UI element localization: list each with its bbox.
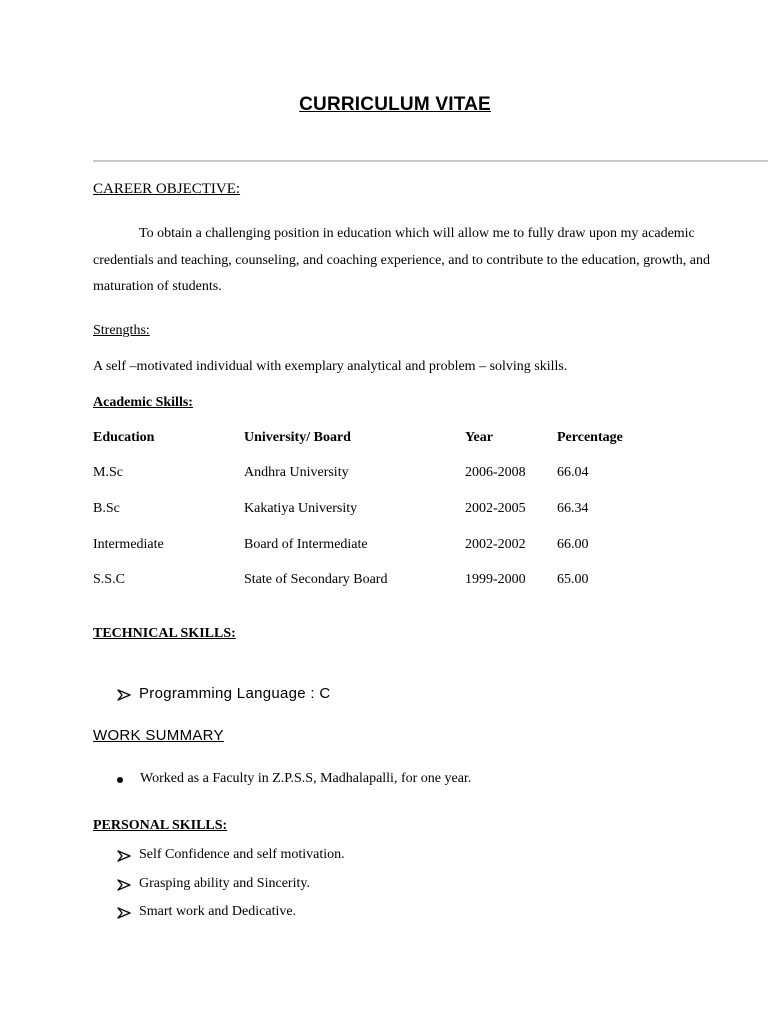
career-objective-heading: CAREER OBJECTIVE: [93, 181, 241, 197]
table-cell-education: Intermediate [93, 537, 164, 552]
table-cell-university: Kakatiya University [244, 501, 358, 516]
strengths-heading: Strengths: [93, 323, 150, 338]
arrow-bullet-icon [117, 907, 131, 919]
table-cell-education: B.Sc [93, 501, 120, 516]
personal-skill-item: Grasping ability and Sincerity. [139, 876, 310, 891]
table-cell-education: S.S.C [93, 572, 125, 587]
page-title: CURRICULUM VITAE [299, 94, 491, 115]
column-header-year: Year [465, 430, 493, 445]
table-cell-year: 1999-2000 [465, 572, 526, 587]
round-bullet-icon [117, 777, 123, 783]
technical-skill-item: Programming Language : C [139, 685, 331, 702]
arrow-bullet-icon [117, 689, 131, 701]
personal-skill-item: Self Confidence and self motivation. [139, 847, 345, 862]
column-header-education: Education [93, 430, 155, 445]
table-cell-percentage: 66.34 [557, 501, 589, 516]
column-header-percentage: Percentage [557, 430, 623, 445]
table-cell-year: 2002-2005 [465, 501, 526, 516]
table-cell-university: State of Secondary Board [244, 572, 388, 587]
career-objective-text: To obtain a challenging position in education which will allow me to fully draw upon my academic credentials and teaching, counseling, and coaching experience, and to contribute to the education, growth, and maturation of students. [93, 226, 710, 294]
academic-skills-heading: Academic Skills: [93, 395, 193, 410]
table-cell-percentage: 66.00 [557, 537, 589, 552]
table-cell-year: 2002-2002 [465, 537, 526, 552]
technical-skills-heading: TECHNICAL SKILLS: [93, 626, 236, 641]
work-summary-heading: WORK SUMMARY [93, 727, 224, 744]
column-header-university: University/ Board [244, 430, 351, 445]
table-cell-university: Board of Intermediate [244, 537, 368, 552]
arrow-bullet-icon [117, 879, 131, 891]
table-cell-university: Andhra University [244, 465, 349, 480]
work-summary-item: Worked as a Faculty in Z.P.S.S, Madhalapalli, for one year. [140, 771, 472, 786]
table-cell-year: 2006-2008 [465, 465, 526, 480]
title-divider [93, 160, 768, 162]
arrow-bullet-icon [117, 850, 131, 862]
table-cell-education: M.Sc [93, 465, 123, 480]
personal-skills-heading: PERSONAL SKILLS: [93, 818, 228, 833]
table-cell-percentage: 66.04 [557, 465, 589, 480]
table-cell-percentage: 65.00 [557, 572, 589, 587]
strengths-text: A self –motivated individual with exemplary analytical and problem – solving skills. [93, 359, 568, 374]
personal-skill-item: Smart work and Dedicative. [139, 904, 297, 919]
